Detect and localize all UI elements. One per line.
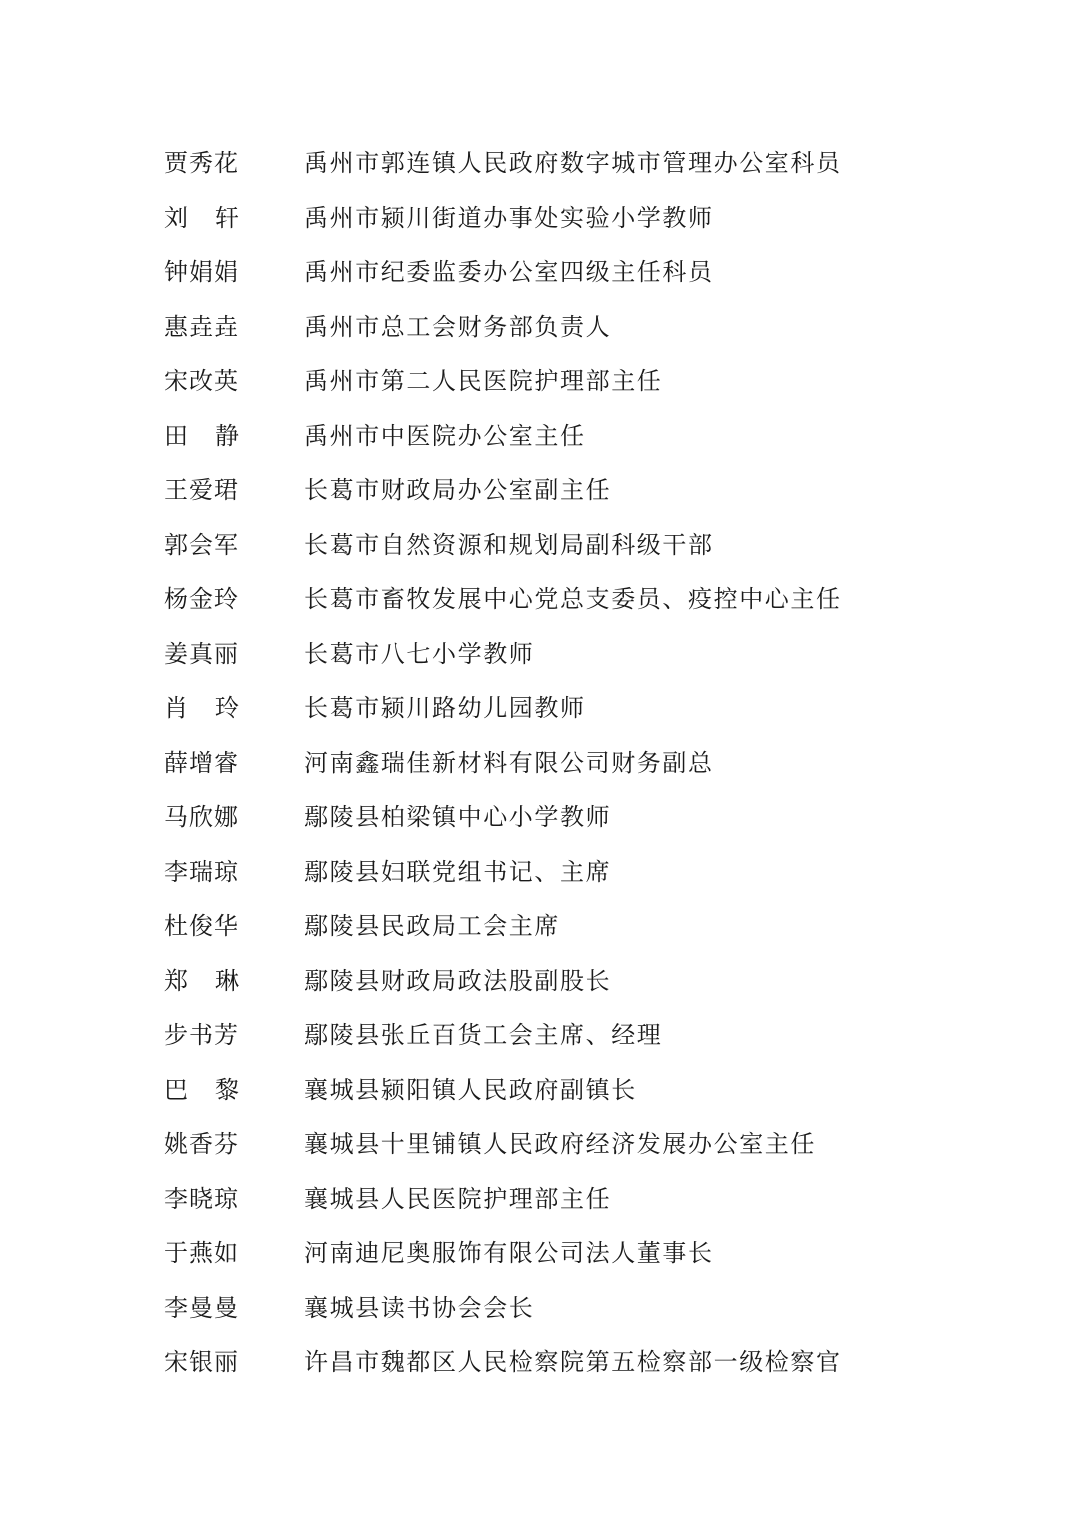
person-title: 禹州市中医院办公室主任 <box>304 421 586 450</box>
roster-row <box>0 1063 1080 1118</box>
person-name: 田 静 <box>164 421 240 450</box>
person-name: 刘 轩 <box>164 203 240 232</box>
person-name: 姚香芬 <box>164 1130 239 1158</box>
roster-row <box>0 954 1080 1009</box>
person-title: 鄢陵县妇联党组书记、主席 <box>304 857 612 886</box>
person-title: 襄城县读书协会会长 <box>304 1293 535 1322</box>
roster-row <box>0 300 1080 355</box>
roster-row <box>0 1281 1080 1336</box>
person-title: 鄢陵县民政局工会主席 <box>304 912 560 940</box>
person-name: 惠垚垚 <box>164 312 239 341</box>
person-title: 长葛市畜牧发展中心党总支委员、疫控中心主任 <box>304 585 842 613</box>
person-title: 鄢陵县张丘百货工会主席、经理 <box>304 1021 663 1049</box>
person-name: 于燕如 <box>164 1239 239 1267</box>
person-name: 杜俊华 <box>164 912 239 940</box>
roster-row <box>0 1335 1080 1390</box>
person-title: 禹州市总工会财务部负责人 <box>304 312 612 341</box>
person-name: 郭会军 <box>164 530 239 559</box>
roster-row <box>0 736 1080 791</box>
person-title: 襄城县人民医院护理部主任 <box>304 1184 612 1213</box>
roster-row <box>0 518 1080 573</box>
person-name: 巴 黎 <box>164 1075 240 1104</box>
roster-row <box>0 845 1080 900</box>
person-title: 鄢陵县财政局政法股副股长 <box>304 966 612 995</box>
roster-row <box>0 463 1080 518</box>
person-title: 河南鑫瑞佳新材料有限公司财务副总 <box>304 748 714 777</box>
person-title: 长葛市自然资源和规划局副科级干部 <box>304 530 714 559</box>
person-name: 李瑞琼 <box>164 857 239 886</box>
person-name: 宋银丽 <box>164 1348 239 1376</box>
roster-row <box>0 572 1080 627</box>
person-name: 李晓琼 <box>164 1184 239 1213</box>
roster-row <box>0 790 1080 845</box>
person-name: 贾秀花 <box>164 149 239 177</box>
roster-row <box>0 1226 1080 1281</box>
person-title: 禹州市纪委监委办公室四级主任科员 <box>304 258 714 286</box>
person-name: 肖 玲 <box>164 694 240 722</box>
person-name: 王爱珺 <box>164 476 239 504</box>
person-title: 长葛市财政局办公室副主任 <box>304 476 612 504</box>
roster-row <box>0 1117 1080 1172</box>
roster-row <box>0 1008 1080 1063</box>
person-title: 禹州市颍川街道办事处实验小学教师 <box>304 203 714 232</box>
person-title: 禹州市第二人民医院护理部主任 <box>304 367 663 395</box>
roster-row <box>0 136 1080 191</box>
person-name: 郑 琳 <box>164 966 240 995</box>
roster-row <box>0 1172 1080 1227</box>
person-name: 杨金玲 <box>164 585 239 613</box>
person-name: 钟娟娟 <box>164 258 239 286</box>
person-name: 薛增睿 <box>164 748 239 777</box>
roster-list <box>0 136 1080 1390</box>
roster-row <box>0 354 1080 409</box>
person-title: 襄城县颍阳镇人民政府副镇长 <box>304 1075 637 1104</box>
roster-row <box>0 409 1080 464</box>
person-name: 步书芳 <box>164 1021 239 1049</box>
person-title: 襄城县十里铺镇人民政府经济发展办公室主任 <box>304 1130 816 1158</box>
roster-row <box>0 899 1080 954</box>
person-title: 河南迪尼奥服饰有限公司法人董事长 <box>304 1239 714 1267</box>
roster-row <box>0 191 1080 246</box>
roster-row <box>0 681 1080 736</box>
person-title: 许昌市魏都区人民检察院第五检察部一级检察官 <box>304 1348 842 1376</box>
roster-row <box>0 627 1080 682</box>
roster-row <box>0 245 1080 300</box>
person-title: 长葛市颍川路幼儿园教师 <box>304 694 586 722</box>
person-name: 李曼曼 <box>164 1293 239 1322</box>
person-name: 马欣娜 <box>164 803 239 831</box>
person-title: 长葛市八七小学教师 <box>304 639 535 668</box>
person-name: 姜真丽 <box>164 639 239 668</box>
person-title: 鄢陵县柏梁镇中心小学教师 <box>304 803 612 831</box>
person-name: 宋改英 <box>164 367 239 395</box>
person-title: 禹州市郭连镇人民政府数字城市管理办公室科员 <box>304 149 842 177</box>
